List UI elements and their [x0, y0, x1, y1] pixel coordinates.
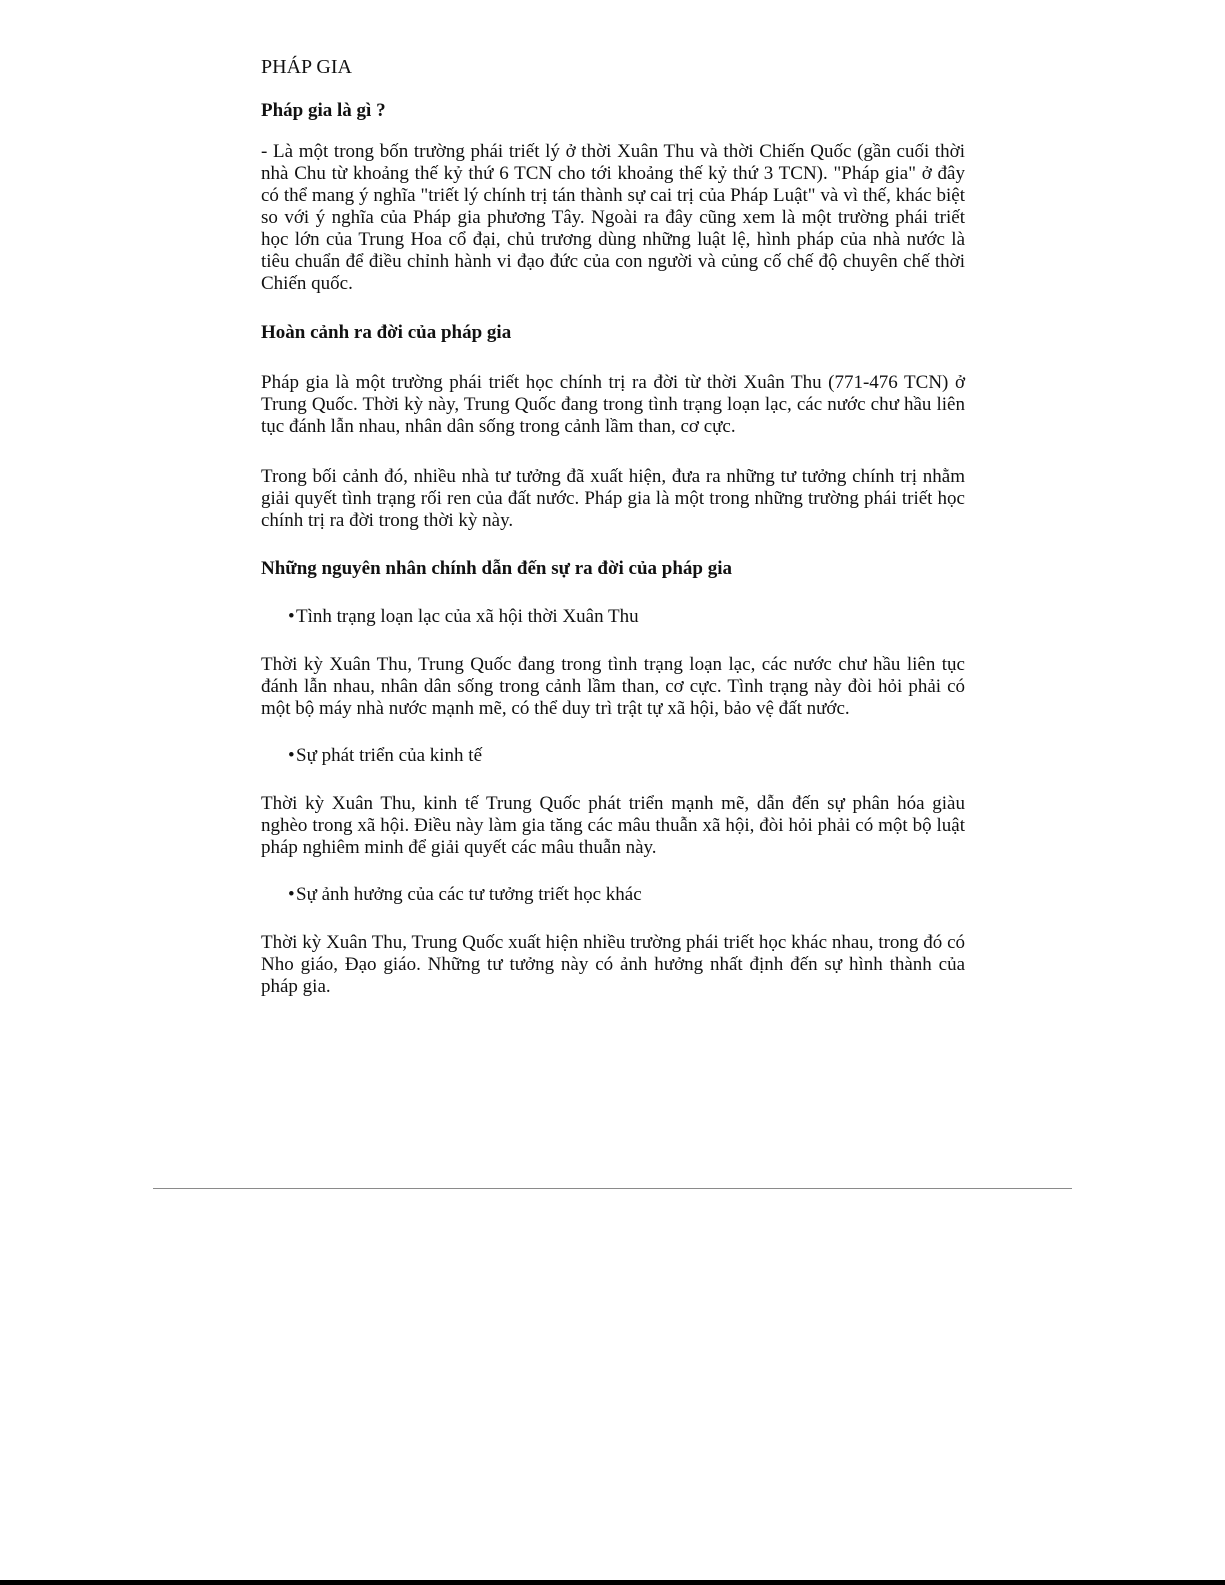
page-bottom-edge: [0, 1580, 1225, 1585]
document-title: PHÁP GIA: [261, 56, 352, 78]
paragraph-context-1: Pháp gia là một trường phái triết học chính trị ra đời từ thời Xuân Thu (771-476 TCN) ở Trung Quốc. Thời kỳ này, Trung Quốc đang trong tình trạng loạn lạc, các nước chư hầu liên tục đánh lẫn nhau, nhân dân sống trong cảnh lầm than, cơ cực.: [261, 372, 965, 437]
bullet-marker: •: [288, 745, 295, 766]
heading-what-is: Pháp gia là gì ?: [261, 100, 386, 121]
paragraph-definition: - Là một trong bốn trường phái triết lý ở thời Xuân Thu và thời Chiến Quốc (gần cuối thời nhà Chu từ khoảng thế kỷ thứ 6 TCN cho tới khoảng thế kỷ thứ 3 TCN). "Pháp gia" ở đây có thể mang ý nghĩa "triết lý chính trị tán thành sự cai trị của Pháp Luật" và vì thế, khác biệt so với ý nghĩa của Pháp gia phương Tây. Ngoài ra đây cũng xem là một trường phái triết học lớn của Trung Hoa cổ đại, chủ trương dùng những luật lệ, hình pháp của nhà nước là tiêu chuẩn để điều chỉnh hành vi đạo đức của con người và củng cố chế độ chuyên chế thời Chiến quốc.: [261, 141, 965, 294]
bullet-item: [288, 884, 965, 906]
heading-causes: Những nguyên nhân chính dẫn đến sự ra đời của pháp gia: [261, 558, 733, 579]
bullet-item: [288, 606, 965, 628]
paragraph-cause-1: Thời kỳ Xuân Thu, Trung Quốc đang trong tình trạng loạn lạc, các nước chư hầu liên tục đánh lẫn nhau, nhân dân sống trong cảnh lầm than, cơ cực. Tình trạng này đòi hỏi phải có một bộ máy nhà nước mạnh mẽ, có thể duy trì trật tự xã hội, bảo vệ đất nước.: [261, 654, 965, 719]
bullet-marker: •: [288, 606, 295, 627]
bullet-item: [288, 745, 965, 767]
paragraph-cause-2: Thời kỳ Xuân Thu, kinh tế Trung Quốc phát triển mạnh mẽ, dẫn đến sự phân hóa giàu nghèo trong xã hội. Điều này làm gia tăng các mâu thuẫn xã hội, đòi hỏi phải có một bộ luật pháp nghiêm minh để giải quyết các mâu thuẫn này.: [261, 793, 965, 858]
footer-divider: [153, 1188, 1072, 1189]
heading-context: Hoàn cảnh ra đời của pháp gia: [261, 322, 512, 343]
paragraph-cause-3: Thời kỳ Xuân Thu, Trung Quốc xuất hiện nhiều trường phái triết học khác nhau, trong đó có Nho giáo, Đạo giáo. Những tư tưởng này có ảnh hưởng nhất định đến sự hình thành của pháp gia.: [261, 932, 965, 997]
bullet-marker: •: [288, 884, 295, 905]
document-body: [261, 54, 965, 1023]
paragraph-context-2: Trong bối cảnh đó, nhiều nhà tư tưởng đã xuất hiện, đưa ra những tư tưởng chính trị nhằm giải quyết tình trạng rối ren của đất nước. Pháp gia là một trong những trường phái triết học chính trị ra đời trong thời kỳ này.: [261, 466, 965, 531]
bullet-label: Tình trạng loạn lạc của xã hội thời Xuân Thu: [296, 606, 639, 627]
bullet-label: Sự ảnh hưởng của các tư tưởng triết học khác: [296, 884, 642, 905]
bullet-label: Sự phát triển của kinh tế: [296, 745, 483, 766]
